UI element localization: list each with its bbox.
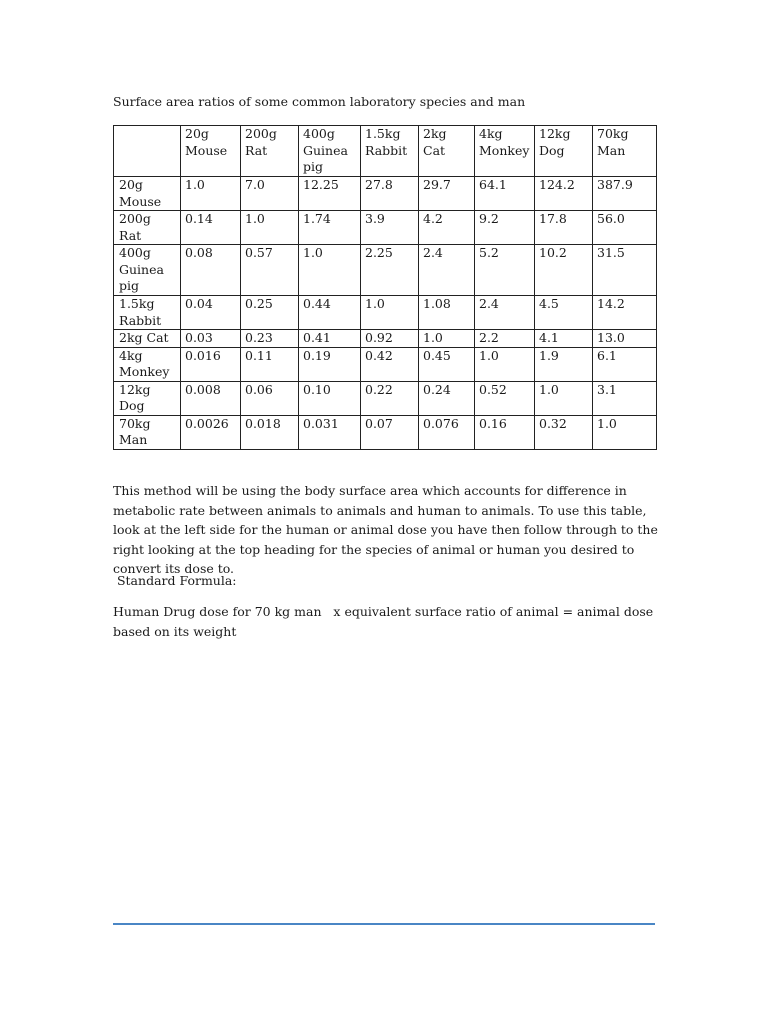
ratio-cell: 10.2 <box>535 245 593 296</box>
ratio-cell: 387.9 <box>593 177 657 211</box>
table-row <box>114 296 657 330</box>
ratio-cell: 6.1 <box>593 347 657 381</box>
ratio-cell: 0.92 <box>361 330 419 348</box>
table-row <box>114 177 657 211</box>
ratio-cell: 0.07 <box>361 415 419 449</box>
ratio-cell: 0.14 <box>181 211 241 245</box>
ratio-cell: 1.74 <box>299 211 361 245</box>
ratio-cell: 12.25 <box>299 177 361 211</box>
row-header: 1.5kg Rabbit <box>114 296 181 330</box>
table-row <box>114 381 657 415</box>
ratio-cell: 1.9 <box>535 347 593 381</box>
ratio-cell: 5.2 <box>475 245 535 296</box>
ratio-cell: 1.08 <box>419 296 475 330</box>
table-header-row <box>114 126 657 177</box>
row-header: 20g Mouse <box>114 177 181 211</box>
row-header: 2kg Cat <box>114 330 181 348</box>
ratio-cell: 0.008 <box>181 381 241 415</box>
column-header: 20g Mouse <box>181 126 241 177</box>
row-header: 70kg Man <box>114 415 181 449</box>
method-paragraph: This method will be using the body surface area which accounts for difference in metabolic rate between animals to animals and human to animals. To use this table, look at the left side for the human or animal dose you have then follow through to the right looking at the top heading for the species of animal or human you desired to convert its dose to. <box>113 483 658 576</box>
column-header: 12kg Dog <box>535 126 593 177</box>
ratio-cell: 3.1 <box>593 381 657 415</box>
ratio-cell: 0.25 <box>241 296 299 330</box>
ratio-cell: 0.57 <box>241 245 299 296</box>
ratio-cell: 3.9 <box>361 211 419 245</box>
table-row <box>114 245 657 296</box>
ratio-cell: 4.2 <box>419 211 475 245</box>
column-header: 1.5kg Rabbit <box>361 126 419 177</box>
ratio-cell: 9.2 <box>475 211 535 245</box>
ratio-cell: 1.0 <box>593 415 657 449</box>
ratio-cell: 1.0 <box>181 177 241 211</box>
ratio-cell: 0.11 <box>241 347 299 381</box>
ratio-cell: 29.7 <box>419 177 475 211</box>
ratio-cell: 0.018 <box>241 415 299 449</box>
ratio-cell: 0.08 <box>181 245 241 296</box>
ratio-cell: 0.24 <box>419 381 475 415</box>
table-body <box>114 177 657 450</box>
ratio-cell: 1.0 <box>475 347 535 381</box>
ratio-cell: 1.0 <box>299 245 361 296</box>
ratio-cell: 31.5 <box>593 245 657 296</box>
ratio-cell: 2.25 <box>361 245 419 296</box>
surface-area-ratio-table <box>113 125 657 450</box>
ratio-cell: 0.04 <box>181 296 241 330</box>
table-row <box>114 347 657 381</box>
ratio-cell: 56.0 <box>593 211 657 245</box>
ratio-cell: 4.5 <box>535 296 593 330</box>
ratio-cell: 2.4 <box>419 245 475 296</box>
ratio-cell: 0.06 <box>241 381 299 415</box>
ratio-cell: 0.23 <box>241 330 299 348</box>
ratio-cell: 0.32 <box>535 415 593 449</box>
ratio-cell: 1.0 <box>361 296 419 330</box>
ratio-cell: 1.0 <box>419 330 475 348</box>
table-row <box>114 415 657 449</box>
ratio-cell: 0.42 <box>361 347 419 381</box>
ratio-cell: 4.1 <box>535 330 593 348</box>
ratio-cell: 27.8 <box>361 177 419 211</box>
ratio-cell: 2.2 <box>475 330 535 348</box>
formula-text: Human Drug dose for 70 kg man x equivalent surface ratio of animal = animal dose based on its weight <box>113 604 658 639</box>
ratio-cell: 0.076 <box>419 415 475 449</box>
ratio-cell: 0.52 <box>475 381 535 415</box>
ratio-cell: 0.19 <box>299 347 361 381</box>
ratio-cell: 0.44 <box>299 296 361 330</box>
column-header: 200g Rat <box>241 126 299 177</box>
ratio-cell: 0.22 <box>361 381 419 415</box>
ratio-cell: 1.0 <box>535 381 593 415</box>
ratio-cell: 0.016 <box>181 347 241 381</box>
ratio-cell: 2.4 <box>475 296 535 330</box>
ratio-cell: 0.10 <box>299 381 361 415</box>
row-header: 400g Guinea pig <box>114 245 181 296</box>
ratio-cell: 0.41 <box>299 330 361 348</box>
formula-heading: Standard Formula: <box>113 573 237 588</box>
ratio-cell: 17.8 <box>535 211 593 245</box>
table-row <box>114 330 657 348</box>
row-header: 12kg Dog <box>114 381 181 415</box>
ratio-cell: 0.16 <box>475 415 535 449</box>
table-corner-cell <box>114 126 181 177</box>
ratio-cell: 13.0 <box>593 330 657 348</box>
ratio-cell: 0.03 <box>181 330 241 348</box>
ratio-cell: 64.1 <box>475 177 535 211</box>
column-header: 2kg Cat <box>419 126 475 177</box>
column-header: 70kg Man <box>593 126 657 177</box>
column-header: 4kg Monkey <box>475 126 535 177</box>
ratio-cell: 1.0 <box>241 211 299 245</box>
ratio-cell: 7.0 <box>241 177 299 211</box>
ratio-cell: 0.0026 <box>181 415 241 449</box>
ratio-cell: 0.45 <box>419 347 475 381</box>
ratio-cell: 124.2 <box>535 177 593 211</box>
row-header: 4kg Monkey <box>114 347 181 381</box>
table-title: Surface area ratios of some common laboratory species and man <box>113 94 526 109</box>
row-header: 200g Rat <box>114 211 181 245</box>
footer-divider <box>113 923 655 925</box>
table-row <box>114 211 657 245</box>
ratio-cell: 14.2 <box>593 296 657 330</box>
column-header: 400g Guinea pig <box>299 126 361 177</box>
ratio-cell: 0.031 <box>299 415 361 449</box>
